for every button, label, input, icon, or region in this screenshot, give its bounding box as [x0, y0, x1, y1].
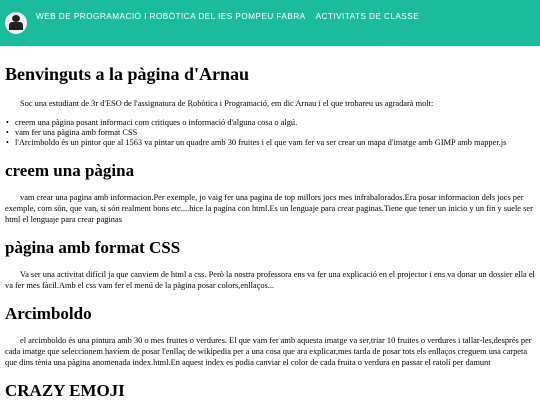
top-nav-bar [0, 0, 540, 46]
section-heading-css: pàgina amb format CSS [5, 238, 181, 257]
section-heading-creem: creem una pàgina [5, 161, 135, 180]
section-heading-arcimboldo: Arcimboldo [5, 304, 92, 323]
page-title: Benvinguts a la pàgina d'Arnau [5, 64, 250, 84]
list-item: • creem una pàgina posant informaci com critiques o informació d'alguna cosa o algú. [15, 118, 535, 128]
activities-list [5, 118, 535, 148]
main-content [0, 64, 540, 400]
intro-text: Soc una estudiant de 3r d'ESO de l'assignatura de Robòtica i Programació, em dic Arnau i el que trobareu us agradarà molt: [20, 99, 434, 108]
section-text-css: Va ser una activitat difícil ja que canviem de html a css. Però la nostra professora ens va fer una explicació en el projector i ens va donar un dossier ella el va fer mes fàcil.Amb el css vam fer el menú de la pàgina posar colors,enllaços... [5, 270, 535, 290]
list-item: • l'Arcimboldo és un pintor que al 1563 va pintar un quadre amb 30 fruites i el que vam fer va ser crear un mapa d'imatge amb GIMP amb mapper.js [15, 138, 535, 148]
nav-link-activitats[interactable]: ACTIVITATS DE CLASSE [315, 11, 420, 21]
section-text-arcimboldo: el arcimboldo és una pintura amb 30 o mes fruites o verdures. El que vam fer amb aquesta imatge va ser,triar 10 fruites o verdures i tallar-les,després per cada imatge que seleccionem havíem de posar l'enllaç de wikipedia per a una cosa que ara explicar,mes tarda de posar tots els enllaços creguem una carpeta que dins tènia una pàgina anomenada index.html.En aquest index es podia canviar el color de cada fruita o verdura en passar el ratolí per damunt [5, 336, 532, 367]
nav-menu [36, 11, 429, 21]
section-text-creem: vam crear una pagina amb informacion.Per exemple, jo vaig fer una pagina de top millors jocs mes infrabalorados.Era posar informacion dels jocs per exemple, com són, que van, si són realment bons etc....hice la pagina con html.Es un lenguaje para crear paginas.Tiene que tener un inicio y un fin y suele ser html el lenguaje para crear paginas [5, 193, 533, 224]
list-item: • vam fer una pàgina amb format CSS [15, 128, 535, 138]
section-heading-crazy-emoji: CRAZY EMOJI [5, 381, 125, 400]
site-logo-icon[interactable] [5, 12, 27, 34]
nav-link-home[interactable]: WEB DE PROGRAMACIÓ I ROBÒTICA DEL IES POMPEU FABRA [36, 11, 306, 21]
